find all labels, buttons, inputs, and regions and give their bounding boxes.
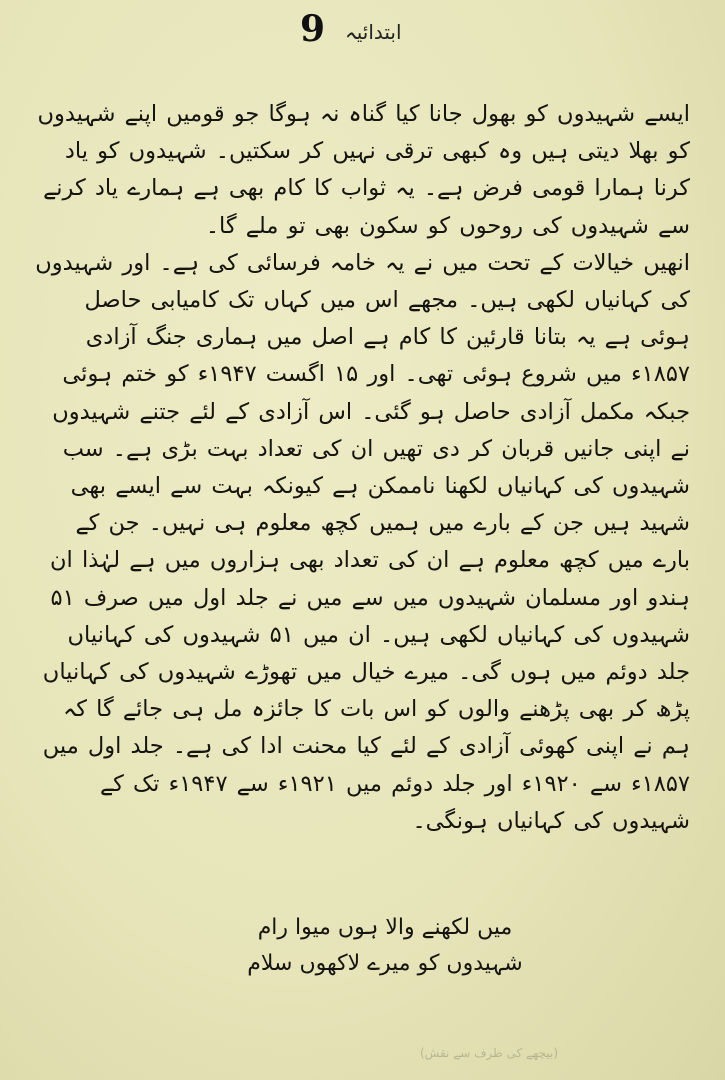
chapter-title: ابتدائیہ xyxy=(345,20,402,44)
body-text xyxy=(30,96,690,840)
signature-line-2: شہیدوں کو میرے لاکھوں سلام xyxy=(247,951,523,976)
page-header xyxy=(0,8,725,54)
paragraph-2: انھیں خیالات کے تحت میں نے یہ خامہ فرسائی کی ہے۔ اور شہیدوں کی کہانیاں لکھی ہیں۔ مجھے اس میں کہاں تک کامیابی حاصل ہوئی ہے یہ بتانا قارئین کا کام ہے اصل میں ہماری جنگ آزادی ۱۸۵۷ء میں شروع ہوئی تھی۔ اور ۱۵ اگست ۱۹۴۷ء کو ختم ہوئی جبکہ مکمل آزادی حاصل ہو گئی۔ اس آزادی کے لئے جتنے شہیدوں نے اپنی جانیں قربان کر دی تھیں ان کی تعداد بہت بڑی ہے۔ سب شہیدوں کی کہانیاں لکھنا ناممکن ہے کیونکہ بہت سے ایسے بھی شہید ہیں جن کے بارے میں ہمیں کچھ معلوم ہی نہیں۔ جن کے بارے میں کچھ معلوم ہے ان کی تعداد بھی ہزاروں میں ہے لہٰذا ان ہندو اور مسلمان شہیدوں میں سے میں نے جلد اول میں صرف ۵۱ شہیدوں کی کہانیاں لکھی ہیں۔ ان میں ۵۱ شہیدوں کی کہانیاں جلد دوئم میں ہوں گی۔ میرے خیال میں تھوڑے شہیدوں کی کہانیاں پڑھ کر بھی پڑھنے والوں کو اس بات کا جائزہ مل ہی جائے گا کہ ہم نے اپنی کھوئی آزادی کے لئے کیا محنت ادا کی ہے۔ جلد اول میں ۱۸۵۷ء سے ۱۹۲۰ء اور جلد دوئم میں ۱۹۲۱ء سے ۱۹۴۷ء تک کے شہیدوں کی کہانیاں ہونگی۔ xyxy=(35,249,690,834)
signature-block xyxy=(190,910,580,982)
signature-line-1: میں لکھنے والا ہوں میوا رام xyxy=(257,915,513,940)
show-through-text: (بیچھے کی طرف سے نقش) xyxy=(420,1046,559,1060)
paragraph-1: ایسے شہیدوں کو بھول جانا کیا گناہ نہ ہوگا جو قومیں اپنے شہیدوں کو بھلا دیتی ہیں وہ کبھی ترقی نہیں کر سکتیں۔ شہیدوں کو یاد کرنا ہمارا قومی فرض ہے۔ یہ ثواب کا کام بھی ہے ہمارے یاد کرنے سے شہیدوں کی روحوں کو سکون بھی تو ملے گا۔ xyxy=(37,101,690,239)
page-number: 9 xyxy=(300,8,326,50)
